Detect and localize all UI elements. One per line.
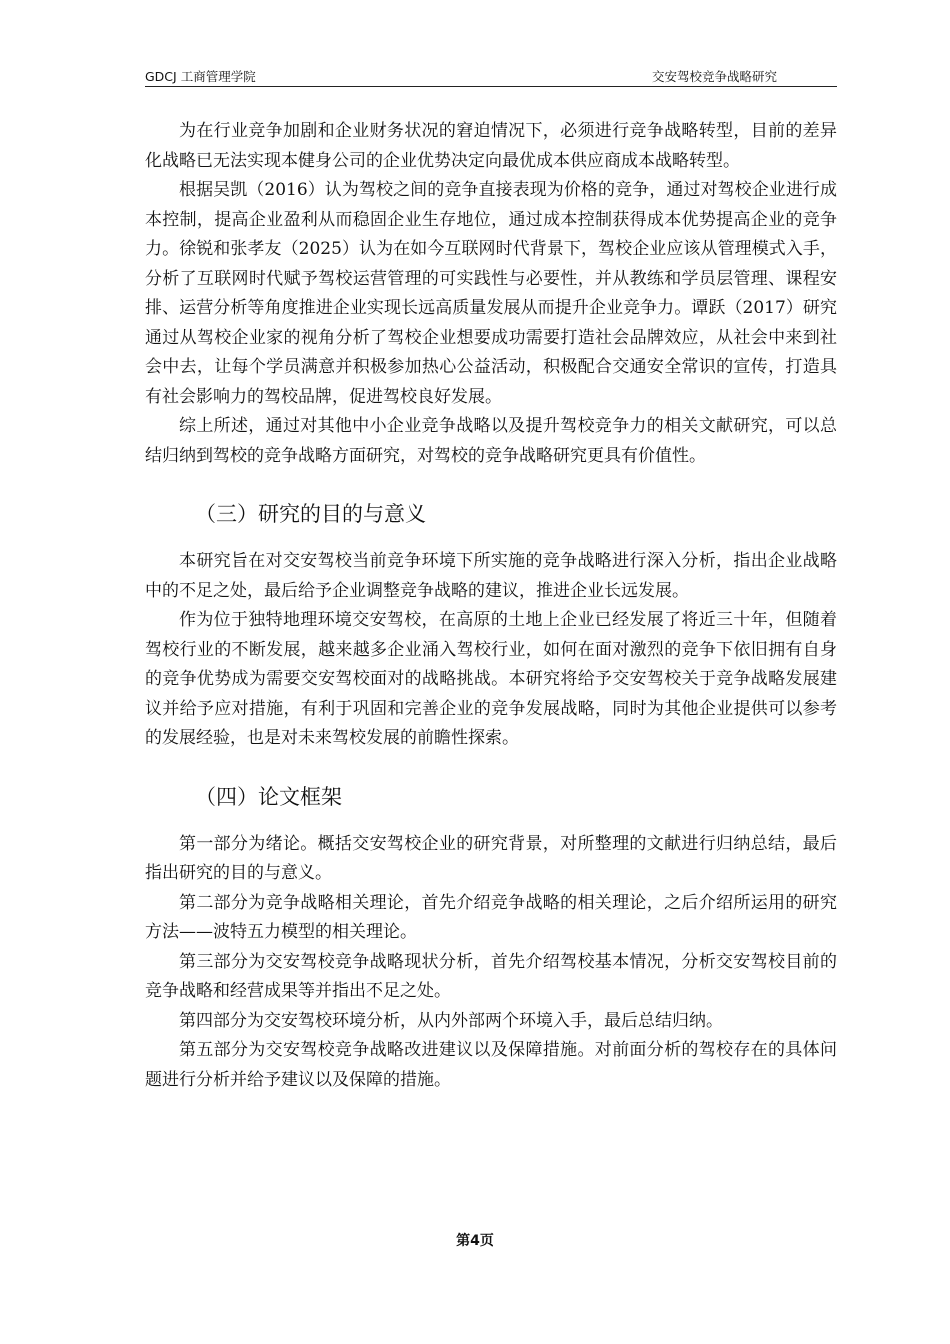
page-body [145,117,837,1095]
page-header [145,66,837,87]
body-paragraph: 第一部分为绪论。概括交安驾校企业的研究背景，对所整理的文献进行归纳总结，最后指出研究的目的与意义。 [145,833,837,883]
body-paragraph: 第二部分为竞争战略相关理论，首先介绍竞争战略的相关理论，之后介绍所运用的研究方法——波特五力模型的相关理论。 [145,892,837,942]
body-paragraph: 作为位于独特地理环境交安驾校，在高原的土地上企业已经发展了将近三十年，但随着驾校行业的不断发展，越来越多企业涌入驾校行业，如何在面对激烈的竞争下依旧拥有自身的竞争优势成为需要交安驾校面对的战略挑战。本研究将给予交安驾校关于竞争战略发展建议并给予应对措施，有利于巩固和完善企业的竞争发展战略，同时为其他企业提供可以参考的发展经验，也是对未来驾校发展的前瞻性探索。 [145,610,837,748]
body-paragraph: 为在行业竞争加剧和企业财务状况的窘迫情况下，必须进行竞争战略转型，目前的差异化战略已无法实现本健身公司的企业优势决定向最优成本供应商成本战略转型。 [145,121,837,171]
body-paragraph: 第五部分为交安驾校竞争战略改进建议以及保障措施。对前面分析的驾校存在的具体问题进行分析并给予建议以及保障的措施。 [145,1040,837,1090]
body-paragraph: 第四部分为交安驾校环境分析，从内外部两个环境入手，最后总结归纳。 [179,1010,723,1031]
section-heading-framework: （四）论文框架 [195,784,342,809]
body-paragraph: 综上所述，通过对其他中小企业竞争战略以及提升驾校竞争力的相关文献研究，可以总结归纳到驾校的竞争战略方面研究，对驾校的竞争战略研究更具有价值性。 [145,416,837,466]
page-number: 第4页 [456,1233,494,1249]
body-paragraph: 本研究旨在对交安驾校当前竞争环境下所实施的竞争战略进行深入分析，指出企业战略中的不足之处，最后给予企业调整竞争战略的建议，推进企业长远发展。 [145,551,837,601]
section-heading-purpose: （三）研究的目的与意义 [195,502,426,526]
header-paper-title: 交安驾校竞争战略研究 [651,69,777,84]
header-school-name: GDCJ 工商管理学院 [145,69,256,84]
body-paragraph: 第三部分为交安驾校竞争战略现状分析，首先介绍驾校基本情况，分析交安驾校目前的竞争战略和经营成果等并指出不足之处。 [145,951,837,1001]
body-paragraph: 根据吴凯（2016）认为驾校之间的竞争直接表现为价格的竞争，通过对驾校企业进行成本控制，提高企业盈利从而稳固企业生存地位，通过成本控制获得成本优势提高企业的竞争力。徐锐和张孝友（2025）认为在如今互联网时代背景下，驾校企业应该从管理模式入手，分析了互联网时代赋予驾校运营管理的可实践性与必要性，并从教练和学员层管理、课程安排、运营分析等角度推进企业实现长远高质量发展从而提升企业竞争力。谭跃（2017）研究通过从驾校企业家的视角分析了驾校企业想要成功需要打造社会品牌效应，从社会中来到社会中去，让每个学员满意并积极参加热心公益活动，积极配合交通安全常识的宣传，打造具有社会影响力的驾校品牌，促进驾校良好发展。 [145,180,837,407]
